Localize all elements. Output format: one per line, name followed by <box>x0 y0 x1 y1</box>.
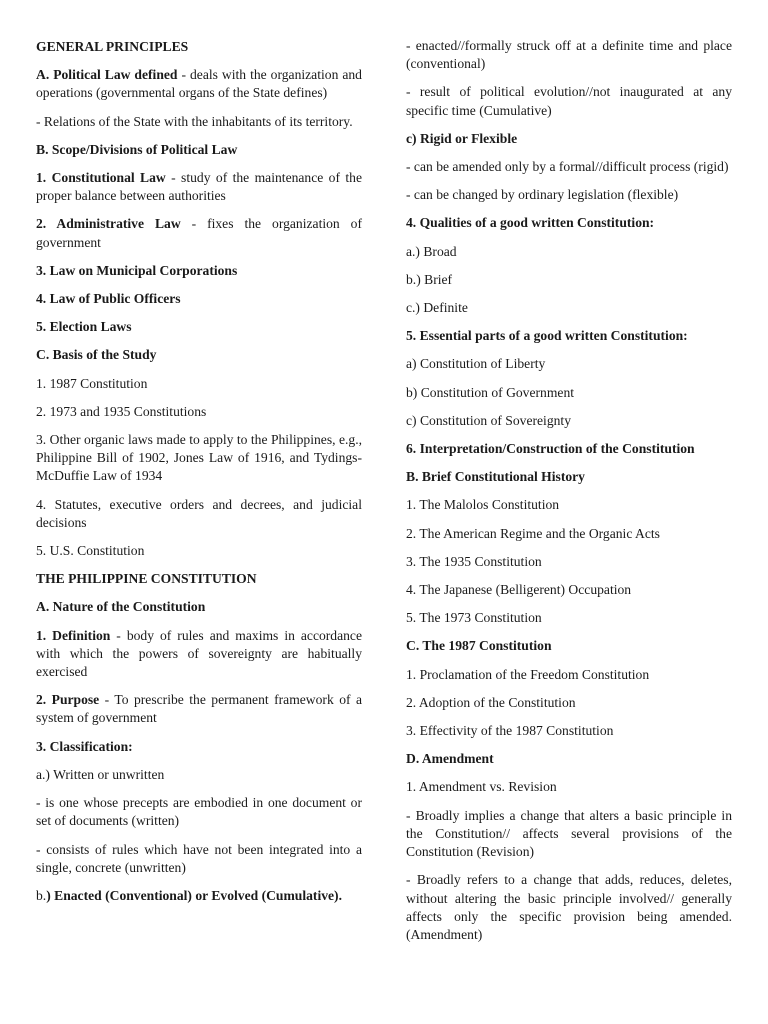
history-item: 3. The 1935 Constitution <box>406 553 542 569</box>
written-unwritten-item: a.) Written or unwritten <box>36 766 165 782</box>
political-law-definition <box>36 66 362 102</box>
public-officers-heading: 4. Law of Public Officers <box>36 291 181 307</box>
amendment-heading: D. Amendment <box>406 751 494 767</box>
nature-heading: A. Nature of the Constitution <box>36 599 206 615</box>
enacted-evolved-item <box>36 887 362 905</box>
qualities-heading: 4. Qualities of a good written Constitution: <box>406 215 655 231</box>
basis-item: 2. 1973 and 1935 Constitutions <box>36 403 207 419</box>
enacted-prefix: b. <box>36 887 47 903</box>
essential-item: a) Constitution of Liberty <box>406 356 546 372</box>
basis-item: 1. 1987 Constitution <box>36 375 148 391</box>
basis-item: 4. Statutes, executive orders and decrees, and judicial decisions <box>36 496 362 530</box>
rigid-definition: - can be amended only by a formal//difficult process (rigid) <box>406 159 729 175</box>
classification-heading: 3. Classification: <box>36 738 133 754</box>
essential-parts-heading: 5. Essential parts of a good written Constitution: <box>406 328 688 344</box>
constitution-1987-item: 1. Proclamation of the Freedom Constitution <box>406 666 650 682</box>
relations-paragraph: - Relations of the State with the inhabitants of its territory. <box>36 113 353 129</box>
basis-item: 5. U.S. Constitution <box>36 543 145 559</box>
rigid-flexible-heading: c) Rigid or Flexible <box>406 130 518 146</box>
unwritten-definition: - consists of rules which have not been integrated into a single, concrete (unwritten) <box>36 841 362 875</box>
evolved-definition: - result of political evolution//not inaugurated at any specific time (Cumulative) <box>406 84 732 118</box>
philippine-constitution-heading: THE PHILIPPINE CONSTITUTION <box>36 571 257 587</box>
history-item: 2. The American Regime and the Organic Acts <box>406 525 660 541</box>
enacted-definition: - enacted//formally struck off at a definite time and place (conventional) <box>406 38 732 72</box>
political-law-text: - deals with the organization and operations (governmental organs of the State defines) <box>36 67 362 101</box>
purpose-term: 2. Purpose <box>36 692 100 708</box>
election-laws-heading: 5. Election Laws <box>36 319 132 335</box>
quality-item: c.) Definite <box>406 300 468 316</box>
political-law-term: A. Political Law defined <box>36 67 178 83</box>
definition-term: 1. Definition <box>36 627 111 643</box>
amendment-definition: - Broadly refers to a change that adds, reduces, deletes, without altering the basic principle involved// generally affects only the specific provision being amended. (Amendment) <box>406 872 732 942</box>
constitutional-law-item <box>36 169 362 205</box>
written-definition: - is one whose precepts are embodied in one document or set of documents (written) <box>36 795 362 829</box>
constitution-1987-item: 2. Adoption of the Constitution <box>406 694 576 710</box>
purpose-text: - To prescribe the permanent framework of a system of government <box>36 692 362 726</box>
right-column <box>406 37 732 954</box>
essential-item: b) Constitution of Government <box>406 384 575 400</box>
administrative-law-item <box>36 215 362 251</box>
basis-item: 3. Other organic laws made to apply to the Philippines, e.g., Philippine Bill of 1902, Jones Law of 1916, and Tydings-McDuffie Law of 1934 <box>36 432 362 484</box>
history-heading: B. Brief Constitutional History <box>406 469 585 485</box>
basis-heading: C. Basis of the Study <box>36 347 157 363</box>
constitution-1987-item: 3. Effectivity of the 1987 Constitution <box>406 723 614 739</box>
amendment-vs-revision-item: 1. Amendment vs. Revision <box>406 779 557 795</box>
constitutional-law-term: 1. Constitutional Law <box>36 170 166 186</box>
purpose-item <box>36 691 362 727</box>
revision-definition: - Broadly implies a change that alters a basic principle in the Constitution// affects several provisions of the Constitution (Revision) <box>406 807 732 860</box>
flexible-definition: - can be changed by ordinary legislation (flexible) <box>406 187 679 203</box>
definition-text: - body of rules and maxims in accordance with which the powers of sovereignty are habitually exercised <box>36 627 362 680</box>
history-item: 5. The 1973 Constitution <box>406 610 542 626</box>
administrative-law-term: 2. Administrative Law <box>36 216 181 232</box>
general-principles-heading: GENERAL PRINCIPLES <box>36 39 189 54</box>
constitutional-law-text: - study of the maintenance of the proper balance between authorities <box>36 170 362 204</box>
quality-item: a.) Broad <box>406 243 457 259</box>
interpretation-heading: 6. Interpretation/Construction of the Constitution <box>406 441 695 457</box>
essential-item: c) Constitution of Sovereignty <box>406 412 571 428</box>
left-column <box>36 38 362 915</box>
history-item: 1. The Malolos Constitution <box>406 497 560 513</box>
definition-item <box>36 627 362 682</box>
quality-item: b.) Brief <box>406 271 453 287</box>
enacted-evolved-term: ) Enacted (Conventional) or Evolved (Cumulative). <box>46 887 342 903</box>
constitution-1987-heading: C. The 1987 Constitution <box>406 638 552 654</box>
scope-heading: B. Scope/Divisions of Political Law <box>36 141 238 157</box>
administrative-law-text: - fixes the organization of government <box>36 216 362 250</box>
municipal-corporations-heading: 3. Law on Municipal Corporations <box>36 262 238 278</box>
history-item: 4. The Japanese (Belligerent) Occupation <box>406 582 632 598</box>
